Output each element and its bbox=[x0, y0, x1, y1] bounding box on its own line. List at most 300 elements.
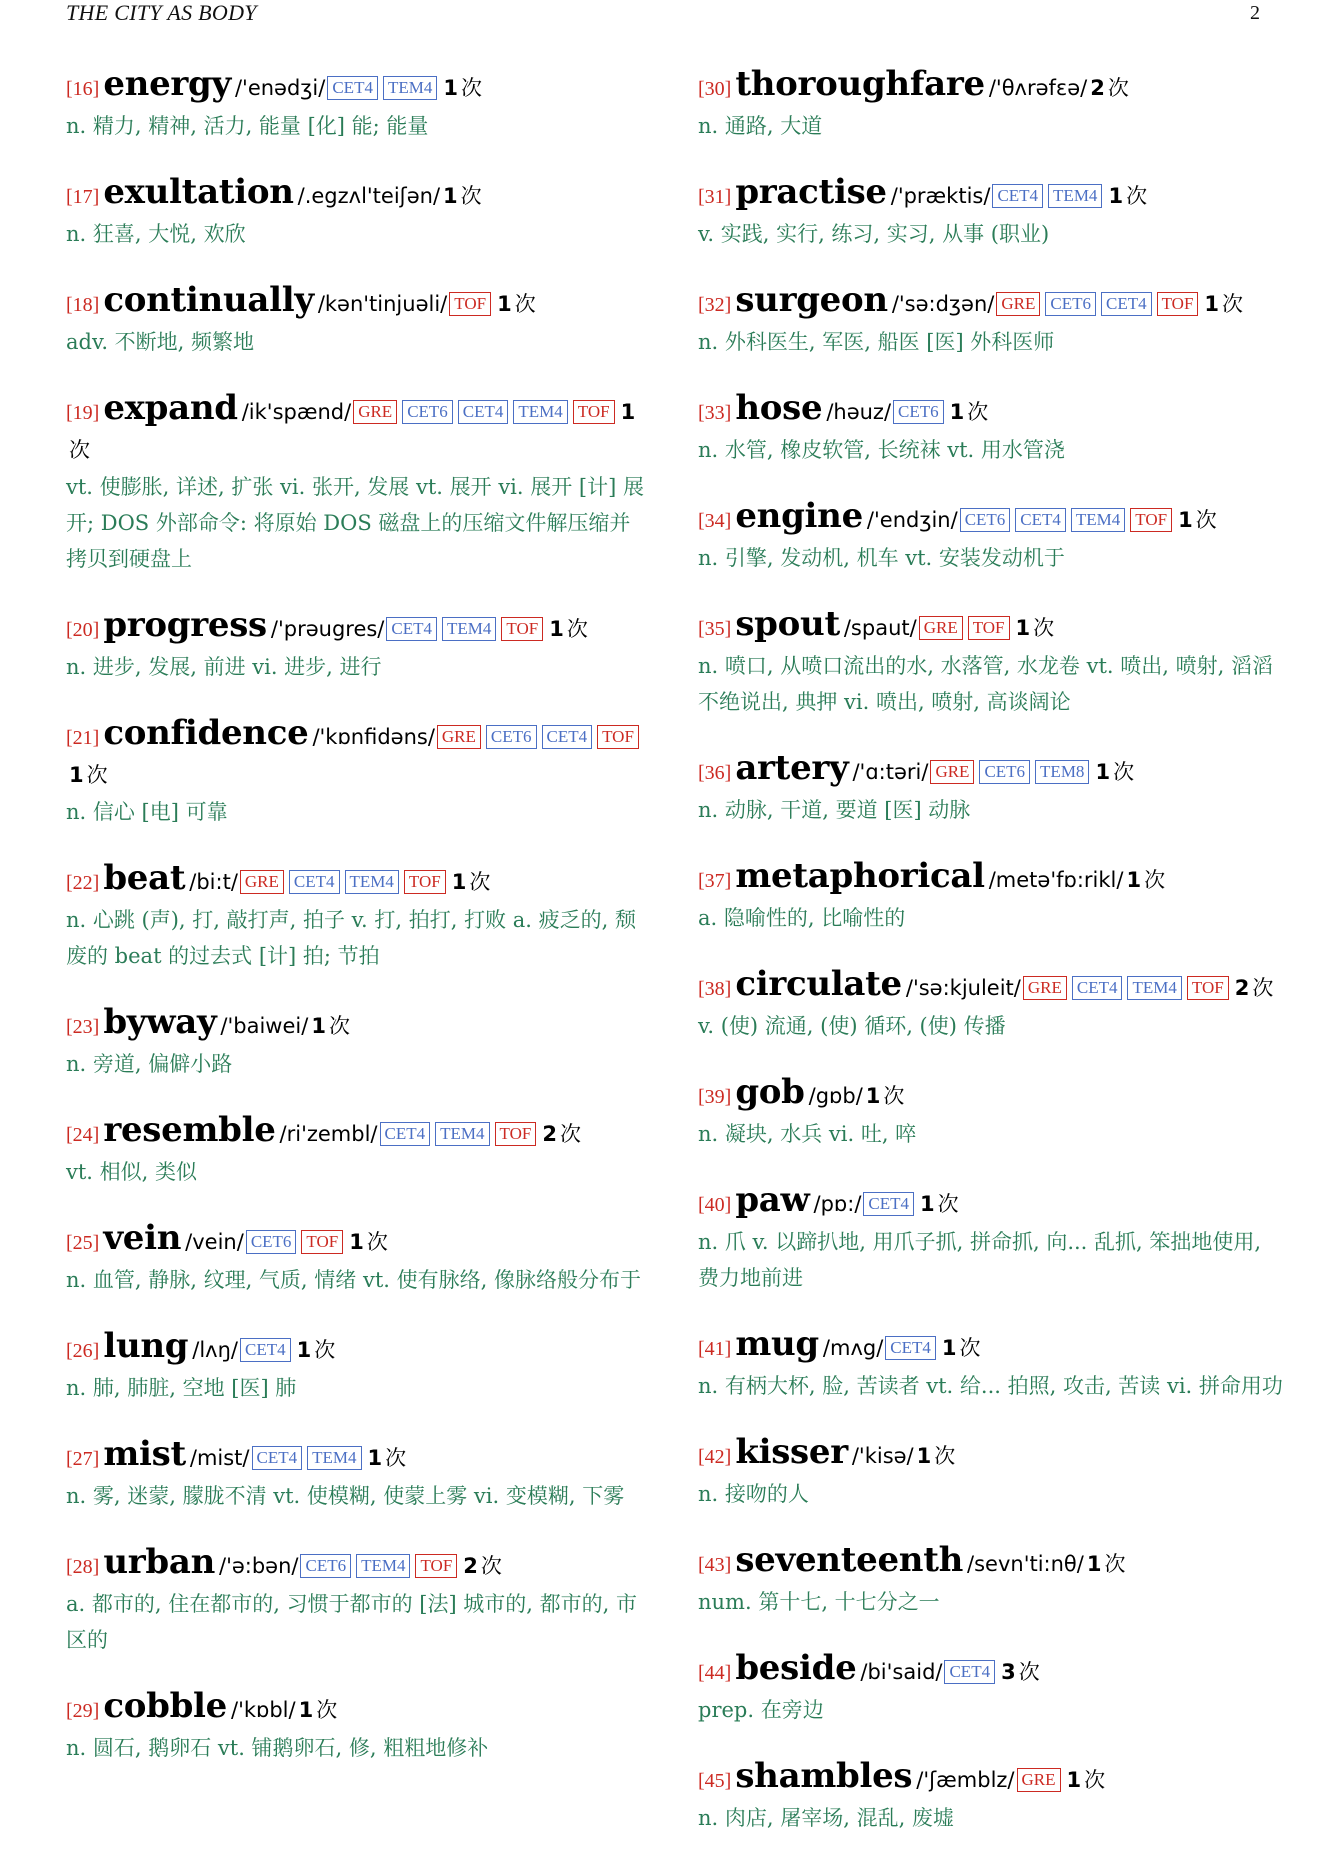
count-unit: 次 bbox=[934, 1444, 956, 1468]
exam-tag-gre: GRE bbox=[919, 616, 963, 640]
exam-tag-cet6: CET6 bbox=[300, 1554, 351, 1578]
exam-tag-gre: GRE bbox=[930, 760, 974, 784]
entry-number: [28] bbox=[66, 1556, 100, 1578]
count-unit: 次 bbox=[86, 763, 108, 787]
exam-tag-cet4: CET4 bbox=[1015, 508, 1066, 532]
occurrence-count: 2 bbox=[463, 1554, 478, 1578]
vocab-entry bbox=[698, 858, 1283, 936]
definition: n. 雾, 迷蒙, 朦胧不清 vt. 使模糊, 使蒙上雾 vi. 变模糊, 下雾 bbox=[66, 1484, 625, 1508]
vocab-entry bbox=[66, 1436, 651, 1514]
entry-number: [45] bbox=[698, 1770, 732, 1792]
occurrence-count: 1 bbox=[1015, 616, 1031, 640]
definition: num. 第十七, 十七分之一 bbox=[698, 1590, 940, 1614]
count-unit: 次 bbox=[1084, 1768, 1106, 1792]
entry-number: [17] bbox=[66, 186, 100, 208]
count-unit: 次 bbox=[1018, 1660, 1040, 1684]
exam-tags bbox=[990, 184, 1105, 208]
headword-line bbox=[698, 282, 1283, 324]
exam-tags bbox=[942, 1660, 998, 1684]
definition: n. 信心 [电] 可靠 bbox=[66, 800, 228, 824]
right-column bbox=[698, 66, 1283, 1866]
definition: v. 实践, 实行, 练习, 实习, 从事 (职业) bbox=[698, 222, 1050, 246]
entry-number: [44] bbox=[698, 1662, 732, 1684]
headword-line bbox=[698, 1434, 1283, 1476]
definition: n. 凝块, 水兵 vi. 吐, 啐 bbox=[698, 1122, 917, 1146]
occurrence-count: 1 bbox=[298, 1698, 314, 1722]
definition: n. 肺, 肺脏, 空地 [医] 肺 bbox=[66, 1376, 297, 1400]
exam-tags bbox=[928, 760, 1092, 784]
phonetic: /'baiwei/ bbox=[220, 1014, 309, 1038]
count-unit: 次 bbox=[366, 1230, 388, 1254]
count-unit: 次 bbox=[480, 1554, 502, 1578]
headword-line bbox=[66, 860, 651, 902]
headword-line bbox=[698, 174, 1283, 216]
headword: beside bbox=[735, 1648, 857, 1688]
exam-tag-cet4: CET4 bbox=[1101, 292, 1152, 316]
headword: cobble bbox=[103, 1686, 228, 1726]
exam-tag-tof: TOF bbox=[1187, 976, 1229, 1000]
phonetic: /mʌg/ bbox=[822, 1336, 884, 1360]
exam-tags bbox=[447, 292, 494, 316]
vocab-entry bbox=[698, 282, 1283, 360]
exam-tags bbox=[250, 1446, 365, 1470]
count-unit: 次 bbox=[314, 1338, 336, 1362]
definition: n. 通路, 大道 bbox=[698, 114, 823, 138]
headword-line bbox=[698, 966, 1283, 1008]
headword-line bbox=[66, 1328, 651, 1370]
definition: n. 血管, 静脉, 纹理, 气质, 情绪 vt. 使有脉络, 像脉络般分布于 bbox=[66, 1268, 641, 1292]
definition: n. 水管, 橡皮软管, 长统袜 vt. 用水管浇 bbox=[698, 438, 1065, 462]
headword-line bbox=[698, 1326, 1283, 1368]
headword-line bbox=[66, 715, 651, 794]
headword: practise bbox=[735, 172, 887, 212]
exam-tags bbox=[994, 292, 1201, 316]
exam-tag-cet4: CET4 bbox=[885, 1336, 936, 1360]
exam-tag-gre: GRE bbox=[240, 870, 284, 894]
occurrence-count: 1 bbox=[296, 1338, 312, 1362]
exam-tag-cet4: CET4 bbox=[944, 1660, 995, 1684]
count-unit: 次 bbox=[566, 617, 588, 641]
entry-number: [30] bbox=[698, 78, 732, 100]
definition: n. 接吻的人 bbox=[698, 1482, 809, 1506]
vocab-entry bbox=[66, 1544, 651, 1658]
vocab-entry bbox=[698, 1182, 1283, 1296]
vocab-entry bbox=[698, 966, 1283, 1044]
exam-tag-cet6: CET6 bbox=[486, 725, 537, 749]
count-unit: 次 bbox=[559, 1122, 581, 1146]
exam-tag-tof: TOF bbox=[495, 1122, 537, 1146]
headword-line bbox=[698, 750, 1283, 792]
definition: n. 有柄大杯, 脸, 苦读者 vt. 给... 拍照, 攻击, 苦读 vi. 拼命用功 bbox=[698, 1374, 1283, 1398]
exam-tag-tof: TOF bbox=[501, 617, 543, 641]
phonetic: /'θʌrəfɛə/ bbox=[988, 76, 1088, 100]
entry-number: [23] bbox=[66, 1016, 100, 1038]
vocab-entry bbox=[66, 66, 651, 144]
vocab-entry bbox=[698, 1074, 1283, 1152]
phonetic: /ri'zembl/ bbox=[279, 1122, 378, 1146]
left-column bbox=[66, 66, 651, 1796]
exam-tag-cet4: CET4 bbox=[458, 400, 509, 424]
count-unit: 次 bbox=[1144, 868, 1166, 892]
occurrence-count: 2 bbox=[1234, 976, 1250, 1000]
phonetic: /gɒb/ bbox=[808, 1084, 863, 1108]
headword-line bbox=[698, 390, 1283, 432]
definition: n. 喷口, 从喷口流出的水, 水落管, 水龙卷 vt. 喷出, 喷射, 滔滔不绝说出, 典押 vi. 喷出, 喷射, 高谈阔论 bbox=[698, 654, 1273, 714]
phonetic: /'præktis/ bbox=[890, 184, 991, 208]
entry-number: [38] bbox=[698, 978, 732, 1000]
headword-line bbox=[698, 1542, 1283, 1584]
exam-tag-cet6: CET6 bbox=[893, 400, 944, 424]
definition: vt. 使膨胀, 详述, 扩张 vi. 张开, 发展 vt. 展开 vi. 展开 [计] 展开; DOS 外部命令: 将原始 DOS 磁盘上的压缩文件解压缩并拷贝到硬盘上 bbox=[66, 475, 644, 571]
exam-tags bbox=[351, 400, 617, 424]
exam-tags bbox=[384, 617, 546, 641]
headword-line bbox=[698, 1182, 1283, 1224]
entry-number: [39] bbox=[698, 1086, 732, 1108]
phonetic: /spaut/ bbox=[843, 616, 917, 640]
count-unit: 次 bbox=[1126, 184, 1148, 208]
headword-line bbox=[698, 1758, 1283, 1800]
vocab-entry bbox=[66, 1004, 651, 1082]
count-unit: 次 bbox=[328, 1014, 350, 1038]
vocab-entry bbox=[698, 174, 1283, 252]
phonetic: /vein/ bbox=[185, 1230, 244, 1254]
exam-tag-tof: TOF bbox=[1157, 292, 1199, 316]
exam-tags bbox=[238, 870, 449, 894]
occurrence-count: 1 bbox=[1178, 508, 1193, 532]
exam-tag-gre: GRE bbox=[996, 292, 1040, 316]
headword-line bbox=[698, 606, 1283, 648]
headword: surgeon bbox=[735, 280, 888, 320]
entry-number: [33] bbox=[698, 402, 732, 424]
phonetic: /'ʃæmblz/ bbox=[916, 1768, 1015, 1792]
entry-number: [40] bbox=[698, 1194, 732, 1216]
entry-number: [35] bbox=[698, 618, 732, 640]
headword-line bbox=[698, 1650, 1283, 1692]
vocab-entry bbox=[66, 607, 651, 685]
headword: energy bbox=[103, 64, 231, 104]
headword: lung bbox=[103, 1326, 189, 1366]
headword-line bbox=[66, 66, 651, 108]
headword: circulate bbox=[735, 964, 902, 1004]
entry-number: [25] bbox=[66, 1232, 100, 1254]
vocab-entry bbox=[66, 1112, 651, 1190]
exam-tag-cet4: CET4 bbox=[992, 184, 1043, 208]
exam-tag-cet6: CET6 bbox=[979, 760, 1030, 784]
headword: hose bbox=[735, 388, 823, 428]
occurrence-count: 1 bbox=[451, 870, 467, 894]
phonetic: /lʌŋ/ bbox=[192, 1338, 238, 1362]
headword: mist bbox=[103, 1434, 186, 1474]
occurrence-count: 1 bbox=[865, 1084, 881, 1108]
headword: engine bbox=[735, 496, 863, 536]
exam-tag-cet4: CET4 bbox=[386, 617, 437, 641]
phonetic: /'kɒnfidəns/ bbox=[312, 725, 435, 749]
phonetic: /ik'spænd/ bbox=[241, 400, 352, 424]
headword: shambles bbox=[735, 1756, 913, 1796]
running-header-title: THE CITY AS BODY bbox=[66, 0, 257, 25]
headword: exultation bbox=[103, 172, 294, 212]
definition: a. 隐喻性的, 比喻性的 bbox=[698, 906, 906, 930]
exam-tag-gre: GRE bbox=[437, 725, 481, 749]
definition: vt. 相似, 类似 bbox=[66, 1160, 198, 1184]
vocab-entry bbox=[66, 715, 651, 830]
definition: a. 都市的, 住在都市的, 习惯于都市的 [法] 城市的, 都市的, 市区的 bbox=[66, 1592, 638, 1652]
headword: gob bbox=[735, 1072, 805, 1112]
count-unit: 次 bbox=[967, 400, 989, 424]
count-unit: 次 bbox=[316, 1698, 338, 1722]
occurrence-count: 1 bbox=[443, 76, 458, 100]
headword: vein bbox=[103, 1218, 182, 1258]
exam-tag-cet4: CET4 bbox=[380, 1122, 431, 1146]
definition: n. 外科医生, 军医, 船医 [医] 外科医师 bbox=[698, 330, 1055, 354]
headword-line bbox=[698, 498, 1283, 540]
entry-number: [34] bbox=[698, 510, 732, 532]
definition: n. 爪 v. 以蹄扒地, 用爪子抓, 拼命抓, 向... 乱抓, 笨拙地使用, 费力地前进 bbox=[698, 1230, 1262, 1290]
vocab-entry bbox=[698, 390, 1283, 468]
occurrence-count: 1 bbox=[1126, 868, 1142, 892]
exam-tags bbox=[378, 1122, 540, 1146]
vocab-entry bbox=[66, 1688, 651, 1766]
entry-number: [42] bbox=[698, 1446, 732, 1468]
exam-tags bbox=[891, 400, 947, 424]
count-unit: 次 bbox=[883, 1084, 905, 1108]
occurrence-count: 1 bbox=[549, 617, 564, 641]
exam-tag-cet6: CET6 bbox=[402, 400, 453, 424]
exam-tag-cet6: CET6 bbox=[960, 508, 1011, 532]
headword: progress bbox=[103, 605, 267, 645]
definition: n. 旁道, 偏僻小路 bbox=[66, 1052, 233, 1076]
headword: expand bbox=[103, 388, 238, 428]
occurrence-count: 1 bbox=[916, 1444, 932, 1468]
exam-tag-gre: GRE bbox=[353, 400, 397, 424]
occurrence-count: 1 bbox=[69, 763, 84, 787]
headword: thoroughfare bbox=[735, 64, 985, 104]
occurrence-count: 1 bbox=[367, 1446, 383, 1470]
exam-tag-tof: TOF bbox=[968, 616, 1010, 640]
vocab-entry bbox=[66, 390, 651, 577]
vocab-entry bbox=[698, 750, 1283, 828]
definition: n. 狂喜, 大悦, 欢欣 bbox=[66, 222, 246, 246]
phonetic: /həuz/ bbox=[826, 400, 892, 424]
exam-tag-tem4: TEM4 bbox=[345, 870, 399, 894]
headword-line bbox=[66, 282, 651, 324]
exam-tag-tem4: TEM4 bbox=[1048, 184, 1102, 208]
count-unit: 次 bbox=[937, 1192, 959, 1216]
headword: mug bbox=[735, 1324, 819, 1364]
headword: artery bbox=[735, 748, 849, 788]
phonetic: /mist/ bbox=[189, 1446, 250, 1470]
headword: spout bbox=[735, 604, 840, 644]
occurrence-count: 1 bbox=[1095, 760, 1111, 784]
occurrence-count: 1 bbox=[1204, 292, 1220, 316]
definition: adv. 不断地, 频繁地 bbox=[66, 330, 255, 354]
exam-tags bbox=[1015, 1768, 1064, 1792]
vocab-entry bbox=[698, 1542, 1283, 1620]
exam-tag-tem4: TEM4 bbox=[383, 76, 437, 100]
count-unit: 次 bbox=[460, 184, 482, 208]
exam-tag-gre: GRE bbox=[1017, 1768, 1061, 1792]
headword: beat bbox=[103, 858, 186, 898]
vocab-entry bbox=[698, 1434, 1283, 1512]
exam-tags bbox=[244, 1230, 346, 1254]
exam-tag-tem4: TEM4 bbox=[1071, 508, 1125, 532]
exam-tag-tem4: TEM4 bbox=[435, 1122, 489, 1146]
occurrence-count: 1 bbox=[1066, 1768, 1082, 1792]
definition: n. 引擎, 发动机, 机车 vt. 安装发动机于 bbox=[698, 546, 1065, 570]
phonetic: /'prəugres/ bbox=[270, 617, 385, 641]
exam-tags bbox=[325, 76, 440, 100]
exam-tags bbox=[958, 508, 1175, 532]
phonetic: /'sə:kjuleit/ bbox=[905, 976, 1021, 1000]
phonetic: /kən'tinjuəli/ bbox=[317, 292, 448, 316]
exam-tag-cet4: CET4 bbox=[863, 1192, 914, 1216]
headword: urban bbox=[103, 1542, 215, 1582]
exam-tag-tof: TOF bbox=[415, 1554, 457, 1578]
phonetic: /bi'said/ bbox=[860, 1660, 943, 1684]
exam-tag-tem4: TEM4 bbox=[307, 1446, 361, 1470]
count-unit: 次 bbox=[69, 438, 90, 462]
occurrence-count: 1 bbox=[349, 1230, 364, 1254]
headword-line bbox=[66, 1688, 651, 1730]
phonetic: /'endʒin/ bbox=[866, 508, 958, 532]
vocab-entry bbox=[698, 1650, 1283, 1728]
exam-tag-cet4: CET4 bbox=[289, 870, 340, 894]
occurrence-count: 1 bbox=[941, 1336, 957, 1360]
exam-tag-cet4: CET4 bbox=[542, 725, 593, 749]
occurrence-count: 2 bbox=[1090, 76, 1105, 100]
exam-tag-tof: TOF bbox=[1130, 508, 1172, 532]
exam-tag-cet4: CET4 bbox=[240, 1338, 291, 1362]
headword: seventeenth bbox=[735, 1540, 964, 1580]
count-unit: 次 bbox=[1222, 292, 1244, 316]
headword: metaphorical bbox=[735, 856, 985, 896]
count-unit: 次 bbox=[1195, 508, 1217, 532]
exam-tag-tof: TOF bbox=[404, 870, 446, 894]
definition: n. 进步, 发展, 前进 vi. 进步, 进行 bbox=[66, 655, 382, 679]
definition: n. 精力, 精神, 活力, 能量 [化] 能; 能量 bbox=[66, 114, 429, 138]
count-unit: 次 bbox=[959, 1336, 981, 1360]
headword-line bbox=[698, 1074, 1283, 1116]
entry-number: [22] bbox=[66, 872, 100, 894]
occurrence-count: 2 bbox=[542, 1122, 557, 1146]
headword: confidence bbox=[103, 713, 309, 753]
headword: kisser bbox=[735, 1432, 848, 1472]
exam-tag-cet4: CET4 bbox=[1072, 976, 1123, 1000]
exam-tag-tof: TOF bbox=[597, 725, 639, 749]
count-unit: 次 bbox=[385, 1446, 407, 1470]
vocab-entry bbox=[66, 1328, 651, 1406]
page-number: 2 bbox=[1250, 2, 1260, 24]
definition: n. 圆石, 鹅卵石 vt. 铺鹅卵石, 修, 粗粗地修补 bbox=[66, 1736, 489, 1760]
entry-number: [29] bbox=[66, 1700, 100, 1722]
exam-tag-tem8: TEM8 bbox=[1035, 760, 1089, 784]
exam-tag-cet6: CET6 bbox=[246, 1230, 297, 1254]
count-unit: 次 bbox=[1033, 616, 1055, 640]
phonetic: /'ə:bən/ bbox=[219, 1554, 299, 1578]
occurrence-count: 1 bbox=[920, 1192, 935, 1216]
exam-tags bbox=[298, 1554, 460, 1578]
exam-tag-cet4: CET4 bbox=[327, 76, 378, 100]
phonetic: /sevn'ti:nθ/ bbox=[967, 1552, 1084, 1576]
exam-tag-gre: GRE bbox=[1023, 976, 1067, 1000]
entry-number: [32] bbox=[698, 294, 732, 316]
count-unit: 次 bbox=[514, 292, 536, 316]
entry-number: [20] bbox=[66, 619, 100, 641]
vocab-entry bbox=[698, 1758, 1283, 1836]
headword-line bbox=[66, 1544, 651, 1586]
phonetic: /'sə:dʒən/ bbox=[891, 292, 995, 316]
vocab-entry bbox=[698, 66, 1283, 144]
exam-tag-cet4: CET4 bbox=[252, 1446, 303, 1470]
headword-line bbox=[66, 1004, 651, 1046]
phonetic: /'kɒbl/ bbox=[231, 1698, 296, 1722]
headword-line bbox=[66, 607, 651, 649]
count-unit: 次 bbox=[1113, 760, 1135, 784]
exam-tags bbox=[883, 1336, 939, 1360]
occurrence-count: 1 bbox=[497, 292, 512, 316]
headword: paw bbox=[735, 1180, 810, 1220]
occurrence-count: 1 bbox=[620, 400, 636, 424]
vocab-entry bbox=[66, 1220, 651, 1298]
occurrence-count: 1 bbox=[1086, 1552, 1102, 1576]
headword-line bbox=[66, 390, 651, 469]
exam-tags bbox=[435, 725, 642, 749]
occurrence-count: 1 bbox=[949, 400, 965, 424]
occurrence-count: 1 bbox=[311, 1014, 326, 1038]
count-unit: 次 bbox=[460, 76, 482, 100]
phonetic: /pɒ:/ bbox=[813, 1192, 862, 1216]
exam-tag-tof: TOF bbox=[301, 1230, 343, 1254]
exam-tags bbox=[1021, 976, 1232, 1000]
count-unit: 次 bbox=[1252, 976, 1274, 1000]
definition: v. (使) 流通, (使) 循环, (使) 传播 bbox=[698, 1014, 1006, 1038]
exam-tag-tof: TOF bbox=[573, 400, 615, 424]
count-unit: 次 bbox=[1104, 1552, 1126, 1576]
entry-number: [36] bbox=[698, 762, 732, 784]
entry-number: [18] bbox=[66, 294, 100, 316]
exam-tags bbox=[917, 616, 1013, 640]
headword: byway bbox=[103, 1002, 217, 1042]
occurrence-count: 1 bbox=[443, 184, 458, 208]
phonetic: /.egzʌl'teiʃən/ bbox=[297, 184, 441, 208]
headword-line bbox=[66, 1220, 651, 1262]
exam-tag-tem4: TEM4 bbox=[356, 1554, 410, 1578]
vocab-entry bbox=[698, 606, 1283, 720]
headword: resemble bbox=[103, 1110, 276, 1150]
headword-line bbox=[66, 1112, 651, 1154]
occurrence-count: 1 bbox=[1108, 184, 1124, 208]
count-unit: 次 bbox=[1107, 76, 1129, 100]
vocab-entry bbox=[698, 498, 1283, 576]
entry-number: [37] bbox=[698, 870, 732, 892]
phonetic: /bi:t/ bbox=[189, 870, 238, 894]
exam-tags bbox=[238, 1338, 294, 1362]
phonetic: /'enədʒi/ bbox=[234, 76, 326, 100]
headword-line bbox=[66, 1436, 651, 1478]
vocab-entry bbox=[66, 174, 651, 252]
exam-tag-tof: TOF bbox=[449, 292, 491, 316]
entry-number: [21] bbox=[66, 727, 100, 749]
count-unit: 次 bbox=[469, 870, 491, 894]
entry-number: [41] bbox=[698, 1338, 732, 1360]
entry-number: [31] bbox=[698, 186, 732, 208]
occurrence-count: 3 bbox=[1001, 1660, 1016, 1684]
entry-number: [24] bbox=[66, 1124, 100, 1146]
definition: prep. 在旁边 bbox=[698, 1698, 824, 1722]
entry-number: [16] bbox=[66, 78, 100, 100]
vocab-entry bbox=[66, 282, 651, 360]
headword-line bbox=[698, 858, 1283, 900]
